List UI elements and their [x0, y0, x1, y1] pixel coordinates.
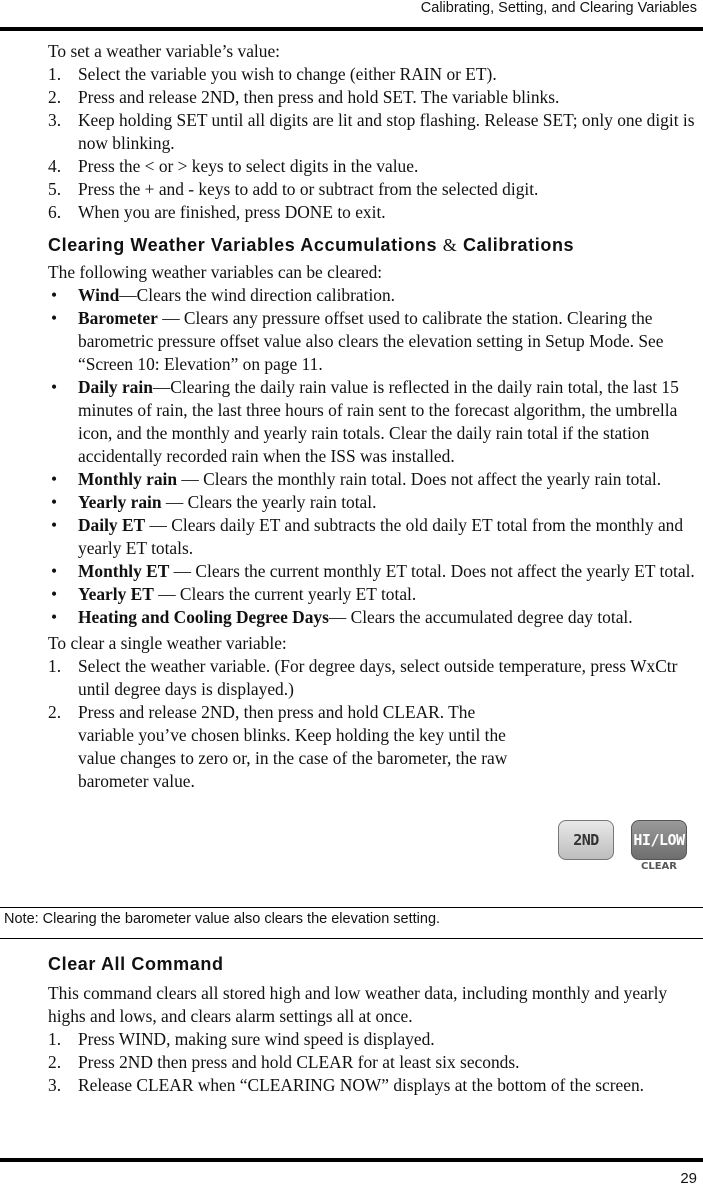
list-item: • Wind—Clears the wind direction calibration.	[51, 285, 396, 305]
list-item: • Daily rain—Clearing the daily rain value is reflected in the daily rain total, the last 15 minutes of rain, the last three hours of rain sent to the forecast algorithm, the umbrella icon, and the monthly and yearly rain totals. Clear the daily rain total if the station accidentally recorded rain when the ISS was installed.	[51, 377, 679, 466]
list-item: 2. Press and release 2ND, then press and hold SET. The variable blinks.	[48, 87, 560, 107]
list-item: • Barometer — Clears any pressure offset used to calibrate the station. Clearing the barometric pressure offset value also clears the elevation setting in Setup Mode. See “Screen 10: Elevation” on page 11.	[51, 308, 664, 374]
list-item: 1. Press WIND, making sure wind speed is displayed.	[48, 1029, 435, 1049]
set-value-intro: To set a weather variable’s value:	[48, 41, 281, 61]
note-text: Note: Clearing the barometer value also clears the elevation setting.	[4, 911, 441, 927]
key-illustration	[558, 820, 698, 880]
list-item: • Monthly rain — Clears the monthly rain total. Does not affect the yearly rain total.	[51, 469, 662, 489]
list-item: 1. Select the weather variable. (For degree days, select outside temperature, press WxCtr until degree days is displayed.)	[48, 656, 678, 699]
list-item: 3. Release CLEAR when “CLEARING NOW” displays at the bottom of the screen.	[48, 1075, 645, 1095]
list-item: • Yearly ET — Clears the current yearly ET total.	[51, 584, 417, 604]
clearing-heading: Clearing Weather Variables Accumulations & Calibrations	[48, 235, 575, 255]
list-item: • Yearly rain — Clears the yearly rain total.	[51, 492, 377, 512]
bullet-dot: •	[51, 377, 58, 397]
bullet-dot: •	[51, 492, 58, 512]
second-key: 2ND	[558, 820, 614, 860]
running-header-title: Calibrating, Setting, and Clearing Variables	[420, 0, 697, 16]
list-item: • Monthly ET — Clears the current monthly ET total. Does not affect the yearly ET total.	[51, 561, 695, 581]
clear-all-steps	[48, 1028, 700, 1097]
clear-all-intro: This command clears all stored high and low weather data, including monthly and yearly highs and lows, and clears alarm settings all at once.	[48, 983, 668, 1026]
list-item: • Daily ET — Clears daily ET and subtracts the old daily ET total from the monthly and yearly ET totals.	[51, 515, 684, 558]
bullet-dot: •	[51, 285, 58, 305]
bullet-dot: •	[51, 561, 58, 581]
page-number: 29	[680, 1170, 697, 1187]
list-item: 2. Press 2ND then press and hold CLEAR for at least six seconds.	[48, 1052, 520, 1072]
list-item: 4. Press the < or > keys to select digits in the value.	[48, 156, 419, 176]
footer-rule	[0, 1158, 703, 1162]
bullet-dot: •	[51, 515, 58, 535]
list-item: 6. When you are finished, press DONE to exit.	[48, 202, 386, 222]
list-item: 3. Keep holding SET until all digits are lit and stop flashing. Release SET; only one digit is now blinking.	[48, 110, 695, 153]
bullet-dot: •	[51, 607, 58, 627]
single-clear-intro: To clear a single weather variable:	[48, 633, 287, 653]
list-item: 5. Press the + and - keys to add to or subtract from the selected digit.	[48, 179, 539, 199]
bullet-dot: •	[51, 308, 58, 328]
single-clear-steps	[48, 655, 700, 793]
clear-all-heading: Clear All Command	[48, 954, 224, 974]
header-rule	[0, 27, 703, 31]
clear-key-caption: CLEAR	[641, 861, 677, 872]
bullet-dot: •	[51, 584, 58, 604]
page-body	[48, 40, 700, 793]
list-item: 2. Press and release 2ND, then press and hold CLEAR. The variable you’ve chosen blinks. Keep holding the key until the value changes to zero or, in the case of the barometer, the raw barometer value.	[48, 702, 508, 791]
hi-low-key: HI/LOW	[631, 820, 687, 860]
clear-all-section	[48, 954, 700, 1097]
list-item: 1. Select the variable you wish to change (either RAIN or ET).	[48, 64, 497, 84]
list-item: • Heating and Cooling Degree Days— Clears the accumulated degree day total.	[51, 607, 633, 627]
clearable-variables-list	[48, 284, 700, 629]
clearing-intro: The following weather variables can be cleared:	[48, 262, 383, 282]
note-box	[0, 907, 703, 939]
bullet-dot: •	[51, 469, 58, 489]
set-value-steps	[48, 63, 700, 224]
